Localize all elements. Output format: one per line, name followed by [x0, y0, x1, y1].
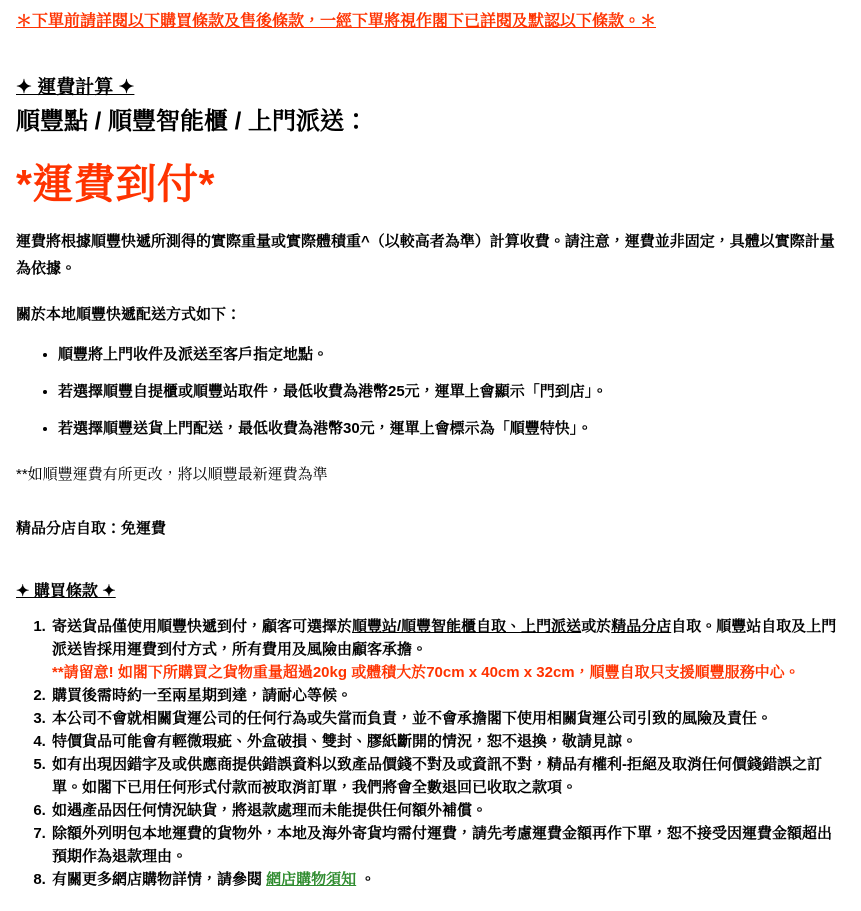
underlined-term-text: 順豐站/順豐智能櫃自取、上門派送	[352, 618, 582, 636]
store-pickup-free-note: 精品分店自取：免運費	[16, 519, 167, 537]
purchase-terms-heading	[16, 582, 843, 601]
purchase-term-item	[50, 799, 843, 822]
store-shopping-info-link[interactable]: 網店購物須知	[266, 871, 357, 889]
purchase-term-item	[50, 753, 843, 799]
delivery-methods-title: 關於本地順豐快遞配送方式如下：	[16, 305, 242, 323]
purchase-terms-heading-text: ✦ 購買條款 ✦	[16, 582, 116, 600]
term-text: 購買後需時約一至兩星期到達，請耐心等候。	[52, 687, 353, 705]
weight-size-warning: **請留意! 如閣下所購買之貨物重量超過20kg 或體積大於70cm x 40cm x 32cm，順豐自取只支援順豐服務中心。	[52, 664, 800, 682]
delivery-bullet-item: • 若選擇順豐送貨上門配送，最低收費為港幣30元，運單上會標示為「順豐特快」。	[58, 418, 843, 440]
pre-order-notice: ＊下單前請詳閱以下購買條款及售後條款，一經下單將視作閣下已詳閱及默認以下條款。＊	[16, 13, 657, 30]
delivery-bullet-item: • 若選擇順豐自提櫃或順豐站取件，最低收費為港幣25元，運單上會顯示「門到店」。	[58, 381, 843, 403]
purchase-terms-list	[16, 615, 843, 891]
purchase-term-item	[50, 730, 843, 753]
purchase-term-item	[50, 684, 843, 707]
purchase-term-item	[50, 707, 843, 730]
shipping-calc-heading-text: ✦ 運費計算 ✦	[16, 76, 135, 98]
freight-collect-title: *運費到付*	[16, 160, 215, 207]
underlined-term-text: 精品分店	[611, 618, 672, 636]
purchase-term-item	[50, 868, 843, 891]
purchase-term-item	[50, 615, 843, 684]
term-text: 寄送貨品僅使用順豐快遞到付，顧客可選擇於	[52, 618, 353, 636]
delivery-bullet-item: • 順豐將上門收件及派送至客戶指定地點。	[58, 344, 843, 366]
term-text: 本公司不會就相關貨運公司的任何行為或失當而負責，並不會承擔閣下使用相關貨運公司引致的風險及責任。	[52, 710, 773, 728]
freight-change-note: **如順豐運費有所更改，將以順豐最新運費為準	[16, 465, 328, 483]
term-text: 特價貨品可能會有輕微瑕疵、外盒破損、雙封、膠紙斷開的情況，恕不退換，敬請見諒。	[52, 733, 638, 751]
freight-intro-paragraph: 運費將根據順豐快遞所測得的實際重量或實際體積重^（以較高者為準）計算收費。請注意，運費並非固定，具體以實際計量為依據。	[16, 232, 835, 277]
term-text: 自取。順豐站自取及上門派送皆採用運費到付方式，所有費用及風險由顧客承擔。	[52, 618, 837, 659]
term-text: 。	[356, 871, 376, 889]
term-text: 有關更多網店購物詳情，請參閱	[52, 871, 267, 889]
delivery-methods-subheading: 順豐點 / 順豐智能櫃 / 上門派送：	[16, 107, 369, 135]
shipping-calc-heading	[16, 77, 843, 100]
term-text: 如遇產品因任何情況缺貨，將退款處理而未能提供任何額外補償。	[52, 802, 488, 820]
delivery-bullet-list	[16, 344, 843, 440]
term-text: 除額外列明包本地運費的貨物外，本地及海外寄貨均需付運費，請先考慮運費金額再作下單，恕不接受因運費金額超出預期作為退款理由。	[52, 825, 833, 866]
term-text: 如有出現因錯字及或供應商提供錯誤資料以致產品價錢不對及或資訊不對，精品有權利-拒絕及取消任何價錢錯誤之訂單。如閣下已用任何形式付款而被取消訂單，我們將會全數退回已收取之款項。	[52, 756, 823, 797]
purchase-term-item	[50, 822, 843, 868]
term-text: 或於	[581, 618, 612, 636]
